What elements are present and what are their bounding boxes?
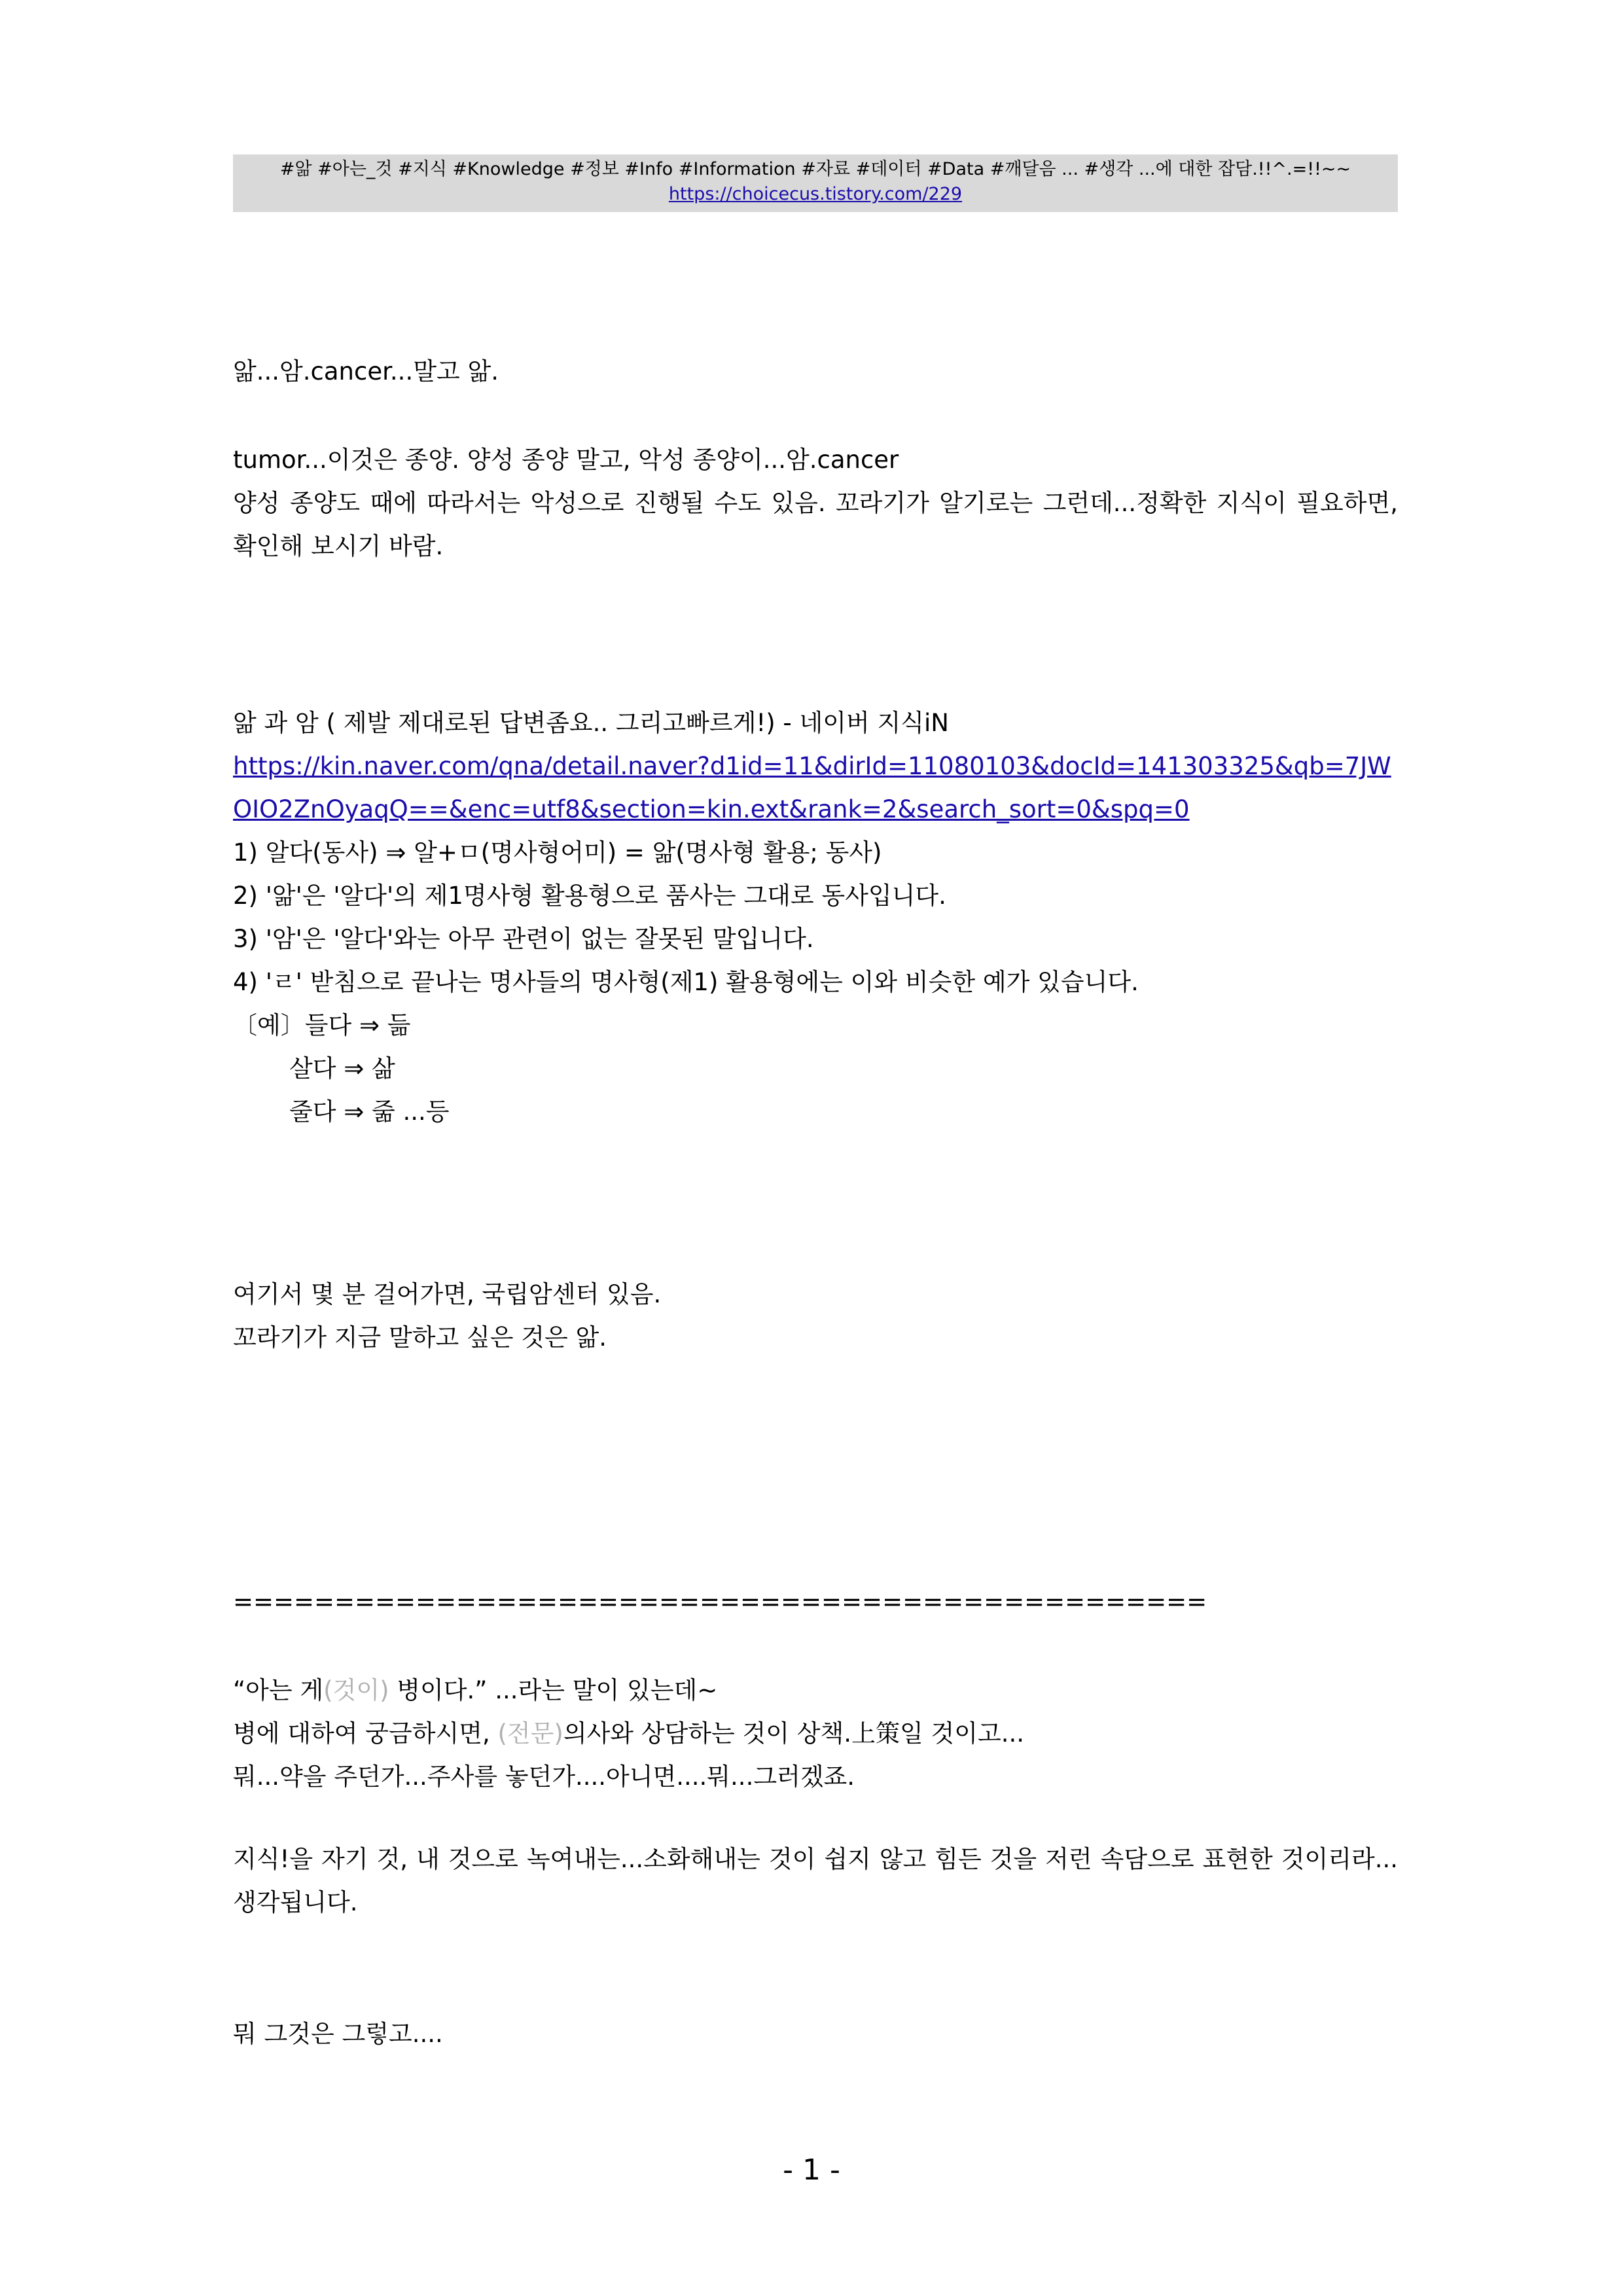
page-number: - 1 - — [783, 2153, 840, 2187]
divider-line: ================================================ — [233, 1588, 1207, 1616]
section-cancer-intro — [233, 350, 1398, 393]
knowledge-paragraph: 지식!을 자기 것, 내 것으로 녹여내는...소화해내는 것이 쉽지 않고 힘든 것을 저런 속담으로 표현한 것이리라...생각됩니다. — [233, 1845, 1398, 1916]
qna-item-4: 4) 'ㄹ' 받침으로 끝나는 명사들의 명사형(제1) 활용형에는 이와 비슷한 예가 있습니다. — [233, 968, 1139, 996]
proverb-gray-text: (것이) — [323, 1676, 389, 1704]
center-line-2: 꼬라기가 지금 말하고 싶은 것은 앎. — [233, 1323, 607, 1352]
tumor-line: tumor...이것은 종양. 양성 종양 말고, 악성 종양이...암.cancer — [233, 446, 899, 474]
section-knowledge — [233, 1838, 1398, 1924]
qna-example-1: 〔예〕들다 ⇒ 듦 — [233, 1011, 411, 1039]
qna-item-2: 2) '앎'은 '알다'의 제1명사형 활용형으로 품사는 그대로 동사입니다. — [233, 882, 946, 910]
section-cancer-center — [233, 1273, 1398, 1359]
section-proverb — [233, 1669, 1398, 1799]
closing-line: 뭐 그것은 그렇고.... — [233, 2020, 443, 2048]
advice-text-b: 의사와 상담하는 것이 상책.上策일 것이고... — [563, 1719, 1025, 1748]
qna-item-3: 3) '암'은 '알다'와는 아무 관련이 없는 잘못된 말입니다. — [233, 925, 814, 953]
section-naver-qna — [233, 702, 1398, 1134]
tumor-note-paragraph: 양성 종양도 때에 따라서는 악성으로 진행될 수도 있음. 꼬라기가 알기로는 그런데...정확한 지식이 필요하면, 확인해 보시기 바람. — [233, 489, 1398, 560]
qna-title: 앎 과 암 ( 제발 제대로된 답변좀요.. 그리고빠르게!) - 네이버 지식iN — [233, 709, 949, 737]
advice-text-a: 병에 대하여 궁금하시면, — [233, 1719, 498, 1748]
header-tags: #앎 #아는_것 #지식 #Knowledge #정보 #Info #Information #자료 #데이터 #Data #깨달음 ... #생각 ...에 대한 잡담.!!^.=!!~~ — [279, 159, 1351, 179]
proverb-text-b: 병이다.” ...라는 말이 있는데~ — [389, 1676, 718, 1704]
center-line-1: 여기서 몇 분 걸어가면, 국립암센터 있음. — [233, 1280, 662, 1308]
section-tumor — [233, 439, 1398, 568]
proverb-line — [233, 1669, 1398, 1712]
qna-example-2: 살다 ⇒ 삶 — [289, 1054, 395, 1083]
qna-link[interactable]: https://kin.naver.com/qna/detail.naver?d1id=11&dirId=11080103&docId=141303325&qb=7JWOIO2ZnOyaqQ==&enc=utf8&section=kin.ext&rank=2&search_sort=0&spq=0 — [233, 752, 1391, 823]
section-closing — [233, 2013, 1398, 2056]
advice-line — [233, 1712, 1398, 1755]
proverb-text-a: “아는 게 — [233, 1676, 324, 1704]
treatment-line: 뭐...약을 주던가...주사를 놓던가....아니면....뭐...그러겠죠. — [233, 1763, 855, 1791]
qna-example-3: 줄다 ⇒ 줆 ...등 — [289, 1098, 450, 1126]
intro-line-1: 앎...암.cancer...말고 앎. — [233, 357, 499, 386]
header-url-link[interactable]: https://choicecus.tistory.com/229 — [668, 184, 963, 204]
header-banner — [233, 154, 1398, 212]
qna-item-1: 1) 알다(동사) ⇒ 알+ㅁ(명사형어미) = 앎(명사형 활용; 동사) — [233, 838, 882, 867]
advice-gray-text: (전문) — [497, 1719, 563, 1748]
